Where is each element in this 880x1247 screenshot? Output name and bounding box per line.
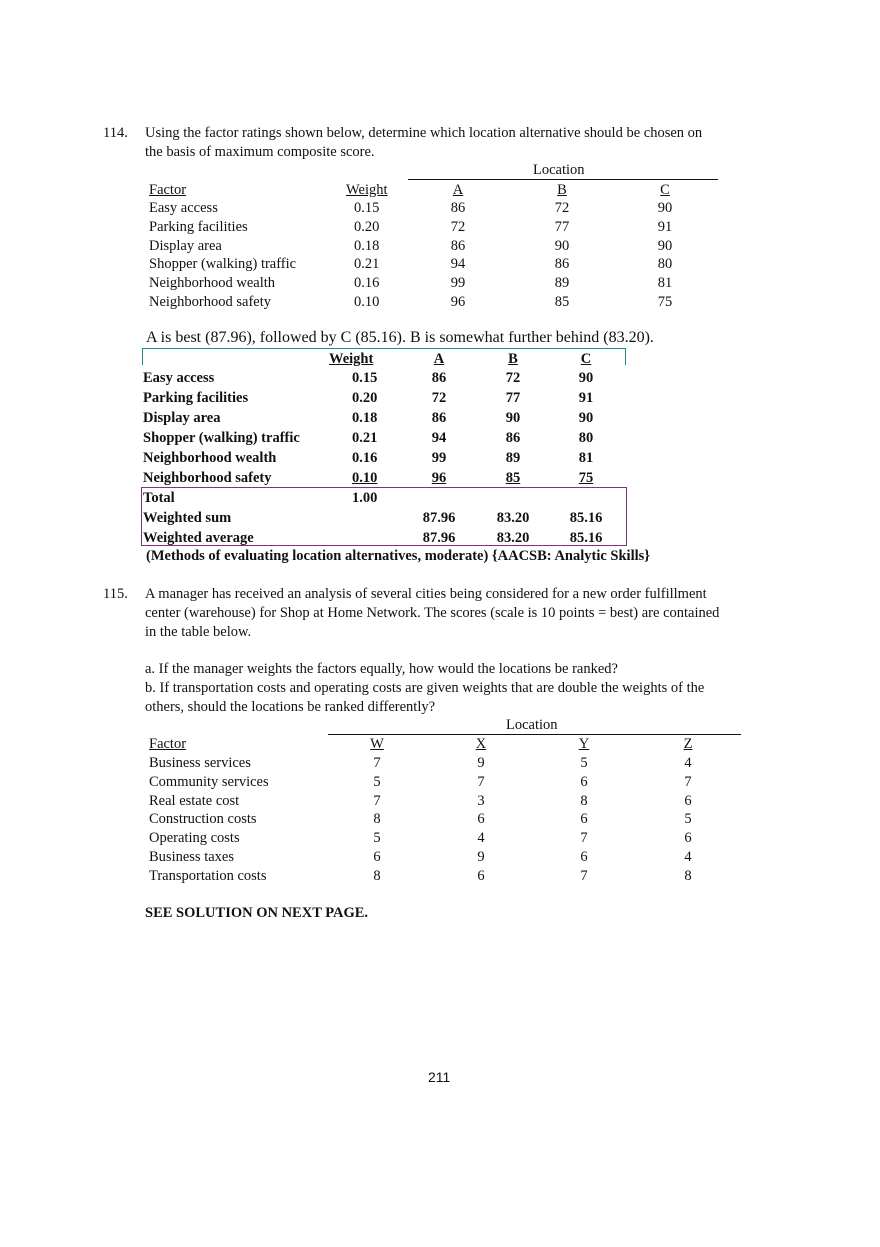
sol-row-a: 96 — [431, 469, 447, 486]
q115-row-factor: Transportation costs — [149, 867, 267, 884]
sol-row-a: 86 — [431, 409, 447, 426]
sol-row-a: 99 — [431, 449, 447, 466]
sol-row-c: 90 — [578, 409, 594, 426]
q115-text-line2: center (warehouse) for Shop at Home Network. The scores (scale is 10 points = best) are contained — [145, 605, 720, 621]
sol-row-factor: Easy access — [143, 370, 215, 386]
q115-text-line3: in the table below. — [145, 624, 252, 640]
q115-row-x: 7 — [477, 773, 485, 790]
sol-row-factor: Display area — [143, 409, 221, 426]
sol-row-c: 90 — [578, 370, 594, 386]
q115-location-rule — [328, 734, 741, 735]
sol-row-a: 72 — [431, 389, 447, 406]
q114-row-a: 86 — [450, 200, 466, 216]
sol-weighted-average-c: 85.16 — [569, 530, 603, 546]
sol-weighted-sum-c: 85.16 — [569, 510, 603, 526]
q115-row-factor: Community services — [149, 773, 269, 790]
q114-row-weight: 0.16 — [354, 275, 380, 292]
q114-header-factor: Factor — [149, 182, 187, 198]
question-number-115: 115. — [103, 586, 128, 602]
q114-row-a: 86 — [450, 237, 466, 254]
q115-part-a: a. If the manager weights the factors equally, how would the locations be ranked? — [145, 661, 618, 677]
q114-row-b: 77 — [554, 218, 570, 235]
q114-header-c: C — [660, 182, 670, 198]
sol-row-a: 86 — [431, 370, 447, 386]
q115-row-w: 7 — [373, 755, 381, 771]
sol-total-weight: 1.00 — [352, 490, 378, 506]
sol-row-weight: 0.21 — [352, 429, 378, 446]
sol-row-b: 86 — [505, 429, 521, 446]
question-number-114: 114. — [103, 125, 128, 141]
sol-row-c: 80 — [578, 429, 594, 446]
q114-row-weight: 0.10 — [354, 294, 380, 310]
q115-row-x: 4 — [477, 830, 485, 847]
sol-row-weight: 0.20 — [352, 389, 378, 406]
sol-weighted-average-label: Weighted average — [143, 530, 254, 546]
sol-row-factor: Parking facilities — [143, 389, 249, 406]
q115-row-y: 7 — [580, 867, 588, 884]
q115-row-y: 5 — [580, 755, 588, 771]
sol-header-c: C — [580, 351, 592, 367]
q114-row-a: 99 — [450, 275, 466, 292]
q115-row-w: 5 — [373, 830, 381, 847]
q115-row-x: 6 — [477, 811, 485, 828]
q114-row-b: 89 — [554, 275, 570, 292]
q114-answer: A is best (87.96), followed by C (85.16). B is somewhat further behind (83.20). — [146, 329, 654, 346]
sol-row-b: 90 — [505, 409, 521, 426]
sol-row-weight: 0.18 — [352, 409, 378, 426]
sol-row-c: 81 — [578, 449, 594, 466]
q115-text-line1: A manager has received an analysis of several cities being considered for a new order fulfillment — [145, 586, 707, 602]
q114-row-c: 81 — [657, 275, 673, 292]
sol-row-b: 89 — [505, 449, 521, 466]
q114-row-factor: Shopper (walking) traffic — [149, 256, 297, 273]
q115-row-x: 6 — [477, 867, 485, 884]
q115-header-w: W — [370, 736, 384, 752]
sol-total-label: Total — [143, 490, 175, 506]
q114-header-weight: Weight — [346, 182, 388, 198]
q115-header-factor: Factor — [149, 736, 187, 752]
solution-header-box — [142, 348, 626, 365]
q115-row-z: 4 — [684, 755, 692, 771]
q114-row-factor: Easy access — [149, 200, 218, 216]
q115-header-y: Y — [578, 736, 590, 752]
q114-row-b: 90 — [554, 237, 570, 254]
sol-header-a: A — [433, 351, 445, 367]
q115-location-label: Location — [506, 717, 558, 733]
q115-row-y: 8 — [580, 792, 588, 809]
q115-row-z: 5 — [684, 811, 692, 828]
q115-part-b-line1: b. If transportation costs and operating costs are given weights that are double the weights of the — [145, 680, 705, 696]
q114-row-c: 75 — [657, 294, 673, 310]
q115-row-z: 4 — [684, 849, 692, 865]
q115-part-b-line2: others, should the locations be ranked differently? — [145, 699, 436, 715]
q114-row-c: 90 — [657, 237, 673, 254]
q115-row-w: 5 — [373, 773, 381, 790]
q114-row-c: 90 — [657, 200, 673, 216]
q114-row-a: 94 — [450, 256, 466, 273]
q114-tag: (Methods of evaluating location alternatives, moderate) {AACSB: Analytic Skills} — [146, 548, 650, 564]
q115-row-z: 8 — [684, 867, 692, 884]
q114-row-weight: 0.20 — [354, 218, 380, 235]
q115-row-w: 8 — [373, 811, 381, 828]
sol-row-weight: 0.10 — [352, 469, 378, 486]
q114-row-factor: Neighborhood safety — [149, 294, 272, 310]
sol-row-a: 94 — [431, 429, 447, 446]
sol-row-b: 72 — [505, 370, 521, 386]
q115-row-x: 9 — [477, 755, 485, 771]
sol-header-b: B — [508, 351, 518, 367]
q115-row-w: 6 — [373, 849, 381, 865]
sol-weighted-sum-label: Weighted sum — [143, 510, 232, 526]
sol-row-factor: Neighborhood wealth — [143, 449, 277, 466]
q115-row-x: 3 — [477, 792, 485, 809]
q114-row-weight: 0.18 — [354, 237, 380, 254]
sol-weighted-average-b: 83.20 — [496, 530, 530, 546]
q115-row-z: 6 — [684, 792, 692, 809]
q114-row-a: 72 — [450, 218, 466, 235]
q115-header-z: Z — [683, 736, 693, 752]
q114-row-factor: Parking facilities — [149, 218, 248, 235]
q115-row-y: 7 — [580, 830, 588, 847]
sol-row-weight: 0.15 — [352, 370, 378, 386]
q114-text-line1: Using the factor ratings shown below, determine which location alternative should be chosen on — [145, 125, 703, 141]
q114-row-c: 80 — [657, 256, 673, 273]
q114-row-weight: 0.21 — [354, 256, 380, 273]
sol-row-c: 91 — [578, 389, 594, 406]
q114-row-b: 72 — [554, 200, 570, 216]
q115-row-factor: Business taxes — [149, 849, 234, 865]
q114-row-b: 86 — [554, 256, 570, 273]
q114-location-label: Location — [533, 162, 585, 178]
q115-row-z: 7 — [684, 773, 692, 790]
sol-row-factor: Neighborhood safety — [143, 469, 272, 486]
q115-row-w: 7 — [373, 792, 381, 809]
q115-row-factor: Business services — [149, 755, 251, 771]
q115-row-factor: Construction costs — [149, 811, 257, 828]
q114-row-factor: Display area — [149, 237, 222, 254]
sol-header-weight: Weight — [329, 351, 374, 367]
q115-row-y: 6 — [580, 773, 588, 790]
q114-row-b: 85 — [554, 294, 570, 310]
sol-weighted-average-a: 87.96 — [422, 530, 456, 546]
page-number: 211 — [428, 1069, 451, 1085]
see-solution-note: SEE SOLUTION ON NEXT PAGE. — [145, 905, 369, 921]
q114-header-b: B — [557, 182, 567, 198]
q114-location-rule — [408, 179, 718, 180]
q114-row-c: 91 — [657, 218, 673, 235]
q115-row-y: 6 — [580, 811, 588, 828]
q114-text-line2: the basis of maximum composite score. — [145, 144, 375, 160]
q115-row-factor: Real estate cost — [149, 792, 240, 809]
sol-row-c: 75 — [578, 469, 594, 486]
q115-row-z: 6 — [684, 830, 692, 847]
sol-row-b: 77 — [505, 389, 521, 406]
q115-row-x: 9 — [477, 849, 485, 865]
q114-row-a: 96 — [450, 294, 466, 310]
q114-row-factor: Neighborhood wealth — [149, 275, 276, 292]
q115-row-factor: Operating costs — [149, 830, 240, 847]
sol-weighted-sum-a: 87.96 — [422, 510, 456, 526]
sol-row-weight: 0.16 — [352, 449, 378, 466]
q114-header-a: A — [452, 182, 464, 198]
q115-row-w: 8 — [373, 867, 381, 884]
sol-row-b: 85 — [505, 469, 521, 486]
sol-weighted-sum-b: 83.20 — [496, 510, 530, 526]
sol-row-factor: Shopper (walking) traffic — [143, 429, 300, 446]
q115-header-x: X — [475, 736, 487, 752]
q115-row-y: 6 — [580, 849, 588, 865]
q114-row-weight: 0.15 — [354, 200, 380, 216]
